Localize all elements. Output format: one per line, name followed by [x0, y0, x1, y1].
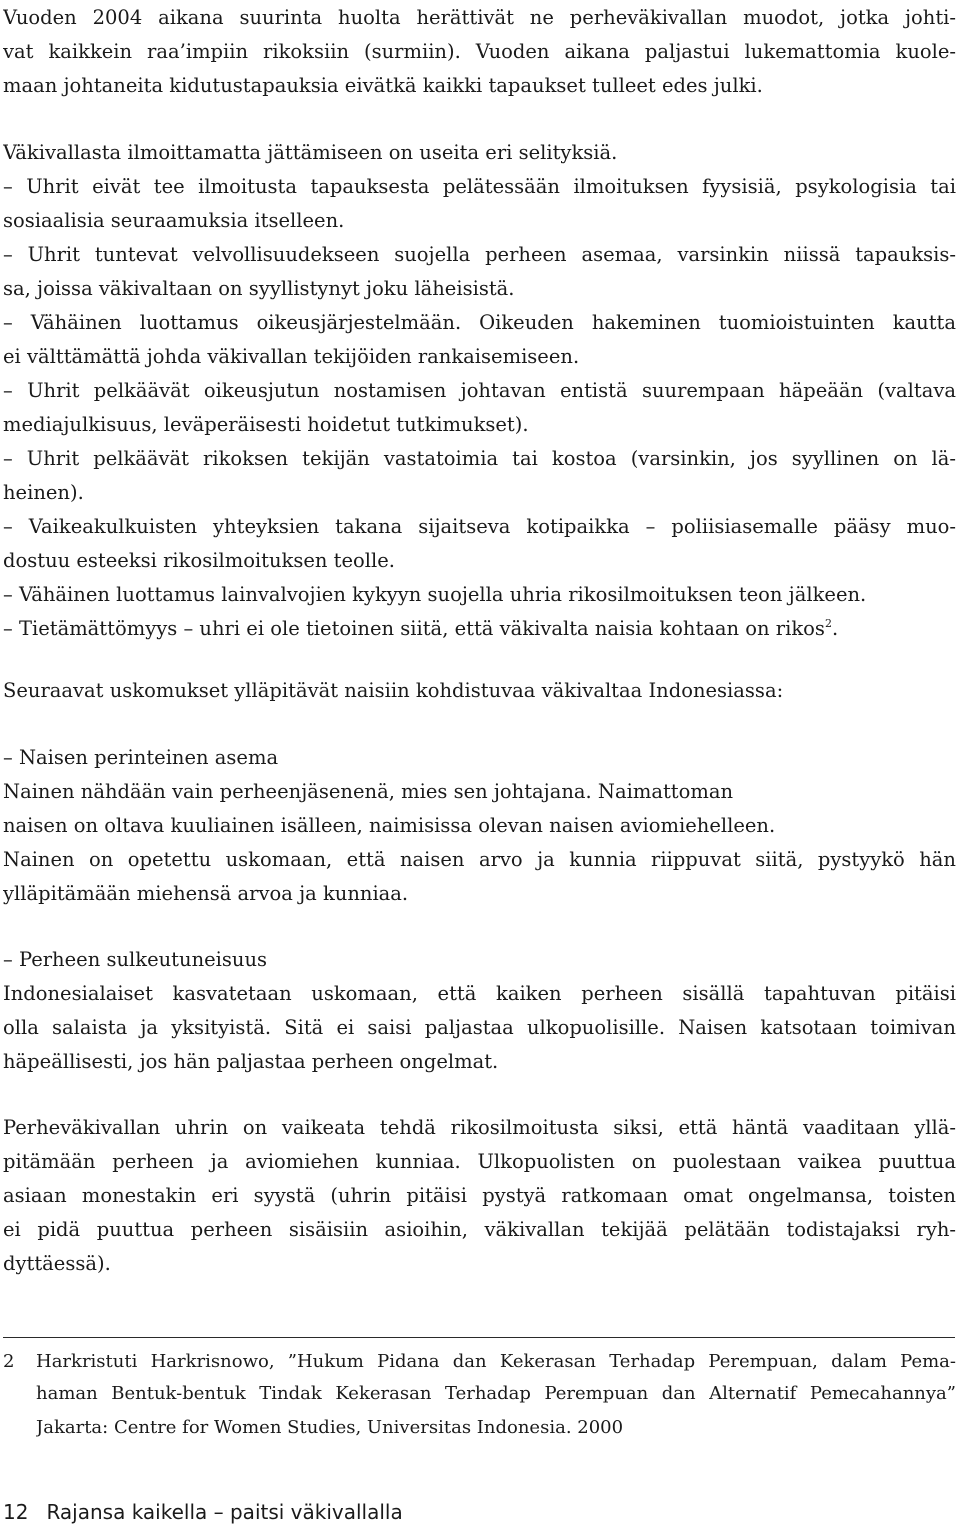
paragraph-line: dyttäessä).: [3, 1252, 111, 1275]
list-item-line: [3, 612, 956, 646]
subheading: – Naisen perinteinen asema: [3, 746, 279, 769]
footnote-reference-period: .: [831, 617, 839, 640]
paragraph-line: häpeällisesti, jos hän paljastaa perheen ongelmat.: [3, 1050, 499, 1073]
list-item-line: – Uhrit pelkäävät oikeusjutun nostamisen johtavan entistä suurempaan häpeään (valtava: [3, 379, 956, 402]
paragraph-line: pitämään perheen ja aviomiehen kunniaa. Ulkopuolisten on puolestaan vaikea puuttua: [3, 1150, 956, 1173]
list-item-line: ei välttämättä johda väkivallan tekijöiden rankaisemiseen.: [3, 345, 580, 368]
footnote-line: Harkristuti Harkrisnowo, ”Hukum Pidana dan Kekerasan Terhadap Perempuan, dalam Pema-: [36, 1351, 956, 1372]
subheading: – Perheen sulkeutuneisuus: [3, 948, 268, 971]
list-item-line: – Uhrit eivät tee ilmoitusta tapauksesta pelätessään ilmoituksen fyysisiä, psykologisia tai: [3, 175, 956, 198]
paragraph-line: Indonesialaiset kasvatetaan uskomaan, että kaiken perheen sisällä tapahtuvan pitäisi: [3, 982, 956, 1005]
list-item-line: – Vähäinen luottamus oikeusjärjestelmään. Oikeuden hakeminen tuomioistuinten kautta: [3, 311, 956, 334]
footnote-divider: [3, 1337, 955, 1338]
running-title: Rajansa kaikella – paitsi väkivallalla: [46, 1500, 403, 1524]
footnote-line: haman Bentuk-bentuk Tindak Kekerasan Terhadap Perempuan dan Alternatif Pemecahannya”: [36, 1383, 956, 1404]
paragraph-line: vat kaikkein raa’impiin rikoksiin (surmiin). Vuoden aikana paljastui lukemattomia kuole-: [3, 40, 956, 63]
list-item-line: sa, joissa väkivaltaan on syyllistynyt joku läheisistä.: [3, 277, 515, 300]
list-item-text: – Tietämättömyys – uhri ei ole tietoinen siitä, että väkivalta naisia kohtaan on rikos: [3, 617, 825, 640]
page-number: 12: [3, 1500, 29, 1524]
paragraph-line: maan johtaneita kidutustapauksia eivätkä kaikki tapaukset tulleet edes julki.: [3, 74, 763, 97]
list-item-line: mediajulkisuus, leväperäisesti hoidetut tutkimukset).: [3, 413, 529, 436]
paragraph-line: Nainen on opetettu uskomaan, että naisen arvo ja kunnia riippuvat siitä, pystyykö hän: [3, 848, 956, 871]
footnote-reference[interactable]: 2: [824, 617, 832, 630]
list-item-line: – Vaikeakulkuisten yhteyksien takana sijaitseva kotipaikka – poliisiasemalle pääsy muo-: [3, 515, 956, 538]
list-item-line: sosiaalisia seuraamuksia itselleen.: [3, 209, 345, 232]
list-item-line: – Uhrit tuntevat velvollisuudekseen suojella perheen asemaa, varsinkin niissä tapauksis-: [3, 243, 956, 266]
list-item-line: – Vähäinen luottamus lainvalvojien kykyyn suojella uhria rikosilmoituksen teon jälkeen.: [3, 583, 867, 606]
list-item-line: – Uhrit pelkäävät rikoksen tekijän vastatoimia tai kostoa (varsinkin, jos syyllinen on lä-: [3, 447, 956, 470]
paragraph-line: Vuoden 2004 aikana suurinta huolta herättivät ne perheväkivallan muodot, jotka johti-: [3, 6, 956, 29]
footnote-line: Jakarta: Centre for Women Studies, Universitas Indonesia. 2000: [36, 1417, 624, 1438]
paragraph-line: olla salaista ja yksityistä. Sitä ei saisi paljastaa ulkopuolisille. Naisen katsotaan toimivan: [3, 1016, 956, 1039]
paragraph-line: asiaan monestakin eri syystä (uhrin pitäisi pystyä ratkomaan omat ongelmansa, toisten: [3, 1184, 956, 1207]
paragraph-line: naisen on oltava kuuliainen isälleen, naimisissa olevan naisen aviomiehelleen.: [3, 814, 776, 837]
paragraph-line: Väkivallasta ilmoittamatta jättämiseen on useita eri selityksiä.: [3, 141, 618, 164]
list-item-line: dostuu esteeksi rikosilmoituksen teolle.: [3, 549, 396, 572]
paragraph-line: Seuraavat uskomukset ylläpitävät naisiin kohdistuvaa väkivaltaa Indonesiassa:: [3, 679, 784, 702]
page-footer: [3, 1497, 403, 1527]
footnote-number: 2: [3, 1351, 15, 1372]
list-item-line: heinen).: [3, 481, 84, 504]
paragraph-line: ei pidä puuttua perheen sisäisiin asioihin, väkivallan tekijää pelätään todistajaksi ryh-: [3, 1218, 956, 1241]
paragraph-line: ylläpitämään miehensä arvoa ja kunniaa.: [3, 882, 409, 905]
paragraph-line: Perheväkivallan uhrin on vaikeata tehdä rikosilmoitusta siksi, että häntä vaaditaan yllä-: [3, 1116, 956, 1139]
paragraph-line: Nainen nähdään vain perheenjäsenenä, mies sen johtajana. Naimattoman: [3, 780, 734, 803]
